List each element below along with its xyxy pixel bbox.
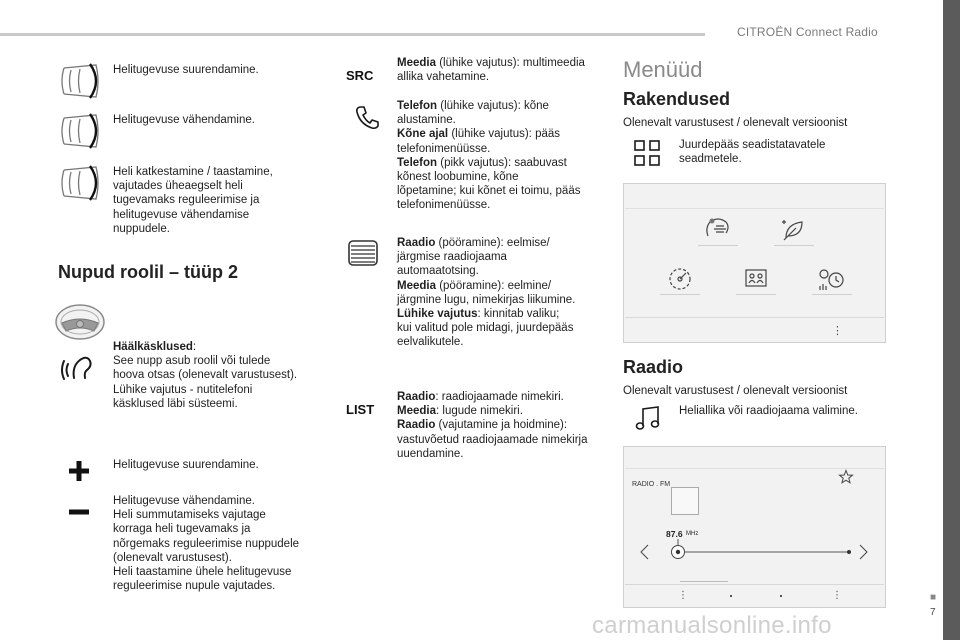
steering-stalk-volume-up-icon [56,60,104,102]
frequency-slider[interactable] [664,539,854,563]
applications-screen [623,183,886,343]
applications-grid-icon [633,139,661,167]
plus-icon [67,459,91,483]
section-marker: ■ [930,592,937,603]
menus-title: Menüüd [623,57,703,82]
radio-tab-dot[interactable] [780,595,782,597]
radio-source-menu-dots[interactable]: ⋮ [678,590,688,601]
src-button-label: SRC [346,68,374,83]
applications-note: Olenevalt varustusest / olenevalt versioonist [623,117,848,129]
eco-leaf-icon[interactable] [778,214,810,244]
radio-options-menu-dots[interactable]: ⋮ [832,590,842,601]
minus-text: Helitugevuse vähendamine. Heli summutamiseks vajutage korraga heli tugevamaks ja nõrgemaks reguleerimise nuppudele (olenevalt varustusest). Heli taastamine ühele helitugevuse reguleerimise nupule vajutades. [113,495,300,593]
radio-frequency: 87.6 [666,529,683,539]
connected-apps-icon[interactable] [702,214,734,244]
header-rule [0,33,705,36]
page-number: 7 [930,607,936,618]
next-station-icon[interactable] [858,543,870,561]
list-text: Raadio: raadiojaamade nimekiri. Meedia: lugude nimekiri. Raadio (vajutamine ja hoidmine): vastuvõetud raadiojaamade nimekirja uuendamine. [397,391,588,460]
steering-wheel-icon [54,303,106,341]
favorite-star-icon[interactable] [838,469,854,485]
minus-icon [67,500,91,524]
vol-down-text: Helitugevuse vähendamine. [113,114,255,126]
vol-up-text: Helitugevuse suurendamine. [113,64,259,76]
mute-text: Heli katkestamine / taastamine, vajutades üheaegselt heli tugevamaks reguleerimise ja helitugevuse vähendamise nuppudele. [113,166,273,235]
driving-settings-icon[interactable] [664,264,696,294]
radio-frequency-unit: MHz [686,531,699,537]
station-artwork [671,487,699,515]
applications-desc: Juurdepääs seadistatavatele seadmetele. [679,139,826,166]
radio-title: Raadio [623,357,684,377]
radio-note: Olenevalt varustusest / olenevalt versioonist [623,385,848,397]
page-edge-bar [943,0,960,640]
applications-title: Rakendused [623,89,731,109]
user-manual-icon[interactable] [740,264,772,294]
radio-tab-dot[interactable] [730,595,732,597]
climate-timer-icon[interactable] [816,264,848,294]
voice-commands-text: Häälkäsklused: See nupp asub roolil või tulede hoova otsas (olenevalt varustusest). Lühike vajutus - nutitelefoni käsklused läbi süsteemi. [113,341,298,410]
radio-screen [623,446,886,608]
phone-icon [354,104,380,130]
watermark: carmanualsonline.info [592,612,832,639]
thumbwheel-text: Raadio (pööramine): eelmise/ järgmise raadiojaama automaatotsing. Meedia (pööramine): eelmine/ järgmine lugu, nimekirjas liikumine. Lühike vajutus: kinnitab valiku; kui valitud pole midagi, juurdepääs eelvalikutele. [397,237,576,349]
src-text: Meedia (lühike vajutus): multimeedia allika vahetamine. [397,57,585,84]
prev-station-icon[interactable] [638,543,650,561]
list-button-label: LIST [346,402,375,417]
header-title: CITROËN Connect Radio [737,25,878,39]
phone-text: Telefon (lühike vajutus): kõne alustamine. Kõne ajal (lühike vajutus): pääs telefonimenüüsse. Telefon (pikk vajutus): saabuvast kõnest loobumine, kõne lõpetamine; kui kõnet ei toimu, pääs telefonimenüüsse. [397,100,581,212]
music-note-icon [634,404,662,432]
plus-text: Helitugevuse suurendamine. [113,459,259,471]
steering-stalk-volume-down-icon [56,110,104,152]
radio-band-label: RADIO . FM [632,481,671,488]
screen-menu-dots[interactable]: ⋮ [832,325,843,337]
radio-desc: Heliallika või raadiojaama valimine. [679,405,858,417]
section-title-wheel-type2: Nupud roolil – tüüp 2 [58,262,238,282]
voice-command-icon [60,348,100,384]
steering-stalk-mute-icon [56,162,104,204]
thumbwheel-icon [346,238,380,268]
